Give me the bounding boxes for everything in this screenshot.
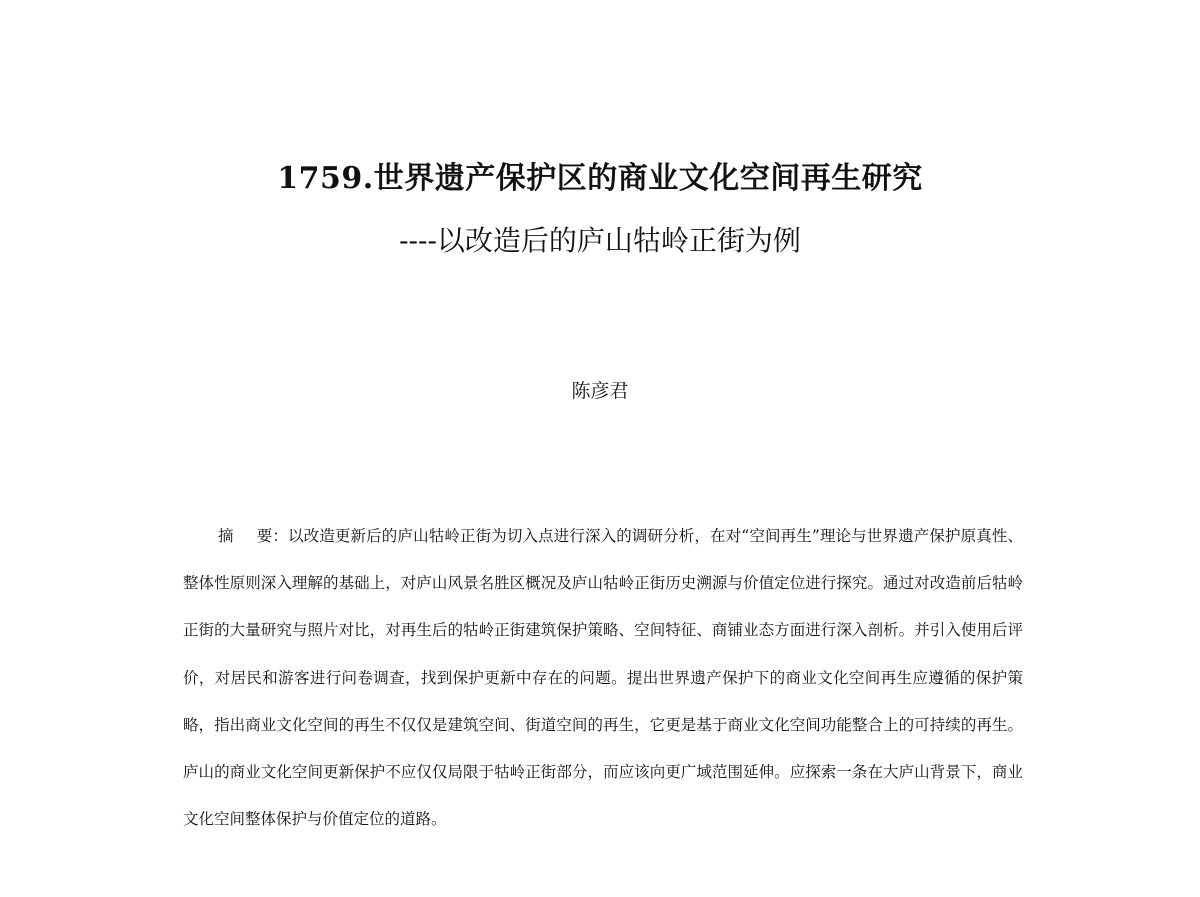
author-name: 陈彦君 <box>571 380 629 402</box>
paper-title: 1759.世界遗产保护区的商业文化空间再生研究 <box>277 161 923 196</box>
paper-subtitle: ----以改造后的庐山牯岭正街为例 <box>399 224 801 257</box>
abstract-text: 以改造更新后的庐山牯岭正街为切入点进行深入的调研分析，在对“空间再生”理论与世界遗产保护原真性、整体性原则深入理解的基础上，对庐山风景名胜区概况及庐山牯岭正街历史溯源与价值定位进行探究。通过对改造前后牯岭正街的大量研究与照片对比，对再生后的牯岭正街建筑保护策略、空间特征、商铺业态方面进行深入剖析。并引入使用后评价，对居民和游客进行问卷调查，找到保护更新中存在的问题。提出世界遗产保护下的商业文化空间再生应遵循的保护策略，指出商业文化空间的再生不仅仅是建筑空间、街道空间的再生，它更是基于商业文化空间功能整合上的可持续的再生。庐山的商业文化空间更新保护不应仅仅局限于牯岭正街部分，而应该向更广域范围延伸。应探索一条在大庐山背景下，商业文化空间整体保护与价值定位的道路。 <box>183 527 1023 829</box>
abstract-label-char-2: 要： <box>256 527 289 545</box>
abstract-label-char-1: 摘 <box>218 527 234 545</box>
abstract-paragraph <box>183 513 1023 843</box>
